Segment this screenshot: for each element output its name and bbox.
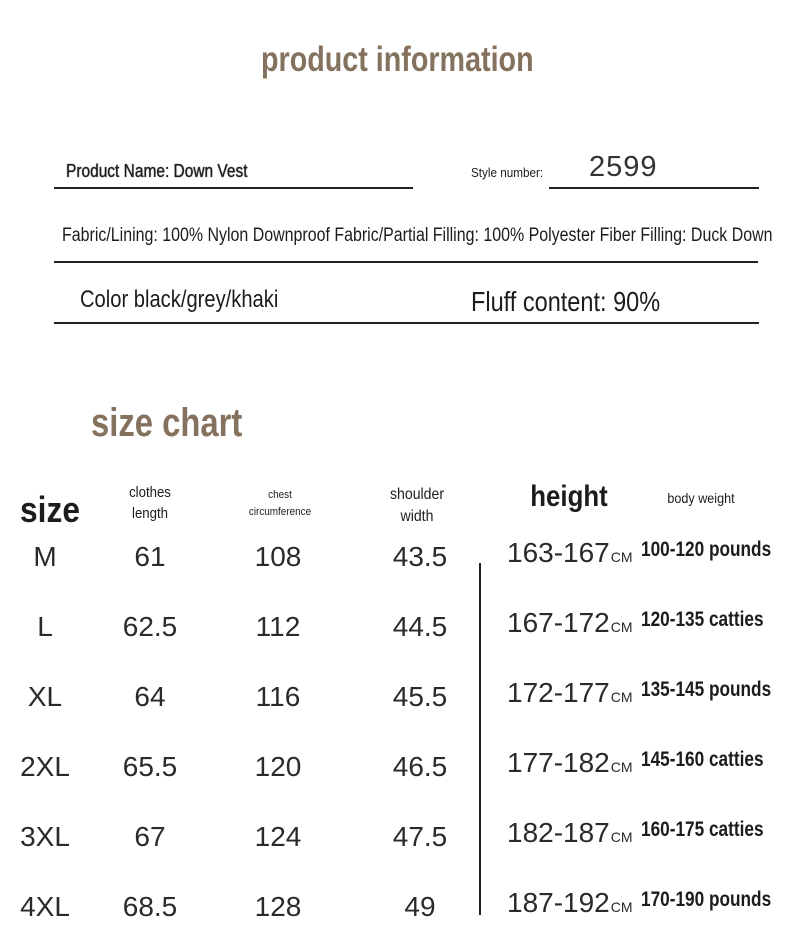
height-value: 172-177 <box>507 677 610 708</box>
style-number-value: 2599 <box>589 151 658 183</box>
shoulder-cell: 44.5 <box>392 611 448 642</box>
height-value: 182-187 <box>507 817 610 848</box>
chest-cell: 112 <box>255 611 301 642</box>
table-row <box>0 887 790 931</box>
color-rule <box>54 322 759 324</box>
header-clothes-length-line1: clothes <box>129 484 171 501</box>
table-row <box>0 537 790 581</box>
table-row <box>0 677 790 721</box>
size-cell: 4XL <box>20 891 70 922</box>
header-size: size <box>20 489 80 530</box>
height-cell <box>507 817 633 849</box>
weight-cell: 120-135 catties <box>641 608 764 631</box>
length-cell: 67 <box>134 821 166 852</box>
size-cell: L <box>37 611 53 642</box>
style-number-rule <box>549 187 759 189</box>
header-body-weight: body weight <box>667 490 735 506</box>
height-unit: CM <box>610 899 633 915</box>
weight-cell: 170-190 pounds <box>641 888 772 911</box>
product-information-title: product information <box>261 40 534 79</box>
color-info: Color black/grey/khaki <box>80 286 279 313</box>
chest-cell: 128 <box>254 891 302 922</box>
height-unit: CM <box>610 759 633 775</box>
fabric-info: Fabric/Lining: 100% Nylon Downproof Fabric/Partial Filling: 100% Polyester Fiber Filling: Duck Down <box>62 225 773 246</box>
header-height: height <box>530 480 608 513</box>
height-cell <box>507 887 633 919</box>
chest-cell: 116 <box>255 681 301 712</box>
height-unit: CM <box>610 689 633 705</box>
size-cell: 3XL <box>20 821 70 852</box>
header-clothes-length-line2: length <box>132 505 168 522</box>
header-chest <box>233 487 327 521</box>
chest-cell: 120 <box>254 751 302 782</box>
size-cell: 2XL <box>20 751 70 782</box>
weight-cell: 145-160 catties <box>641 748 764 771</box>
table-row <box>0 747 790 791</box>
height-value: 187-192 <box>507 887 610 918</box>
height-unit: CM <box>610 619 633 635</box>
length-cell: 68.5 <box>122 891 178 922</box>
length-cell: 65.5 <box>122 751 178 782</box>
header-chest-line1: chest <box>268 489 292 501</box>
weight-cell: 135-145 pounds <box>641 678 772 701</box>
height-unit: CM <box>610 829 633 845</box>
height-cell <box>507 747 633 779</box>
fluff-content: Fluff content: 90% <box>471 286 661 317</box>
table-row <box>0 607 790 651</box>
height-value: 177-182 <box>507 747 610 778</box>
weight-cell: 100-120 pounds <box>641 538 772 561</box>
header-shoulder-line1: shoulder <box>389 486 445 503</box>
header-chest-line2: circumference <box>248 506 312 518</box>
length-cell: 64 <box>134 681 166 712</box>
style-number-label: Style number: <box>471 165 544 180</box>
header-shoulder-line2: width <box>400 508 434 525</box>
height-value: 167-172 <box>507 607 610 638</box>
height-cell <box>507 607 633 639</box>
weight-cell: 160-175 catties <box>641 818 764 841</box>
shoulder-cell: 46.5 <box>392 751 448 782</box>
header-shoulder <box>369 484 466 528</box>
size-chart-title: size chart <box>91 401 243 445</box>
chest-cell: 108 <box>254 541 302 572</box>
shoulder-cell: 47.5 <box>392 821 448 852</box>
shoulder-cell: 43.5 <box>392 541 448 572</box>
table-row <box>0 817 790 861</box>
chest-cell: 124 <box>254 821 302 852</box>
height-cell <box>507 677 633 709</box>
length-cell: 62.5 <box>122 611 178 642</box>
height-unit: CM <box>610 549 633 565</box>
length-cell: 61 <box>134 541 166 572</box>
shoulder-cell: 49 <box>404 891 436 922</box>
product-name: Product Name: Down Vest <box>66 161 248 181</box>
product-name-rule <box>54 187 413 189</box>
size-cell: M <box>33 541 57 572</box>
shoulder-cell: 45.5 <box>392 681 448 712</box>
height-value: 163-167 <box>507 537 610 568</box>
header-clothes-length <box>106 482 194 524</box>
size-cell: XL <box>27 681 63 712</box>
height-cell <box>507 537 633 569</box>
fabric-rule <box>54 261 758 263</box>
